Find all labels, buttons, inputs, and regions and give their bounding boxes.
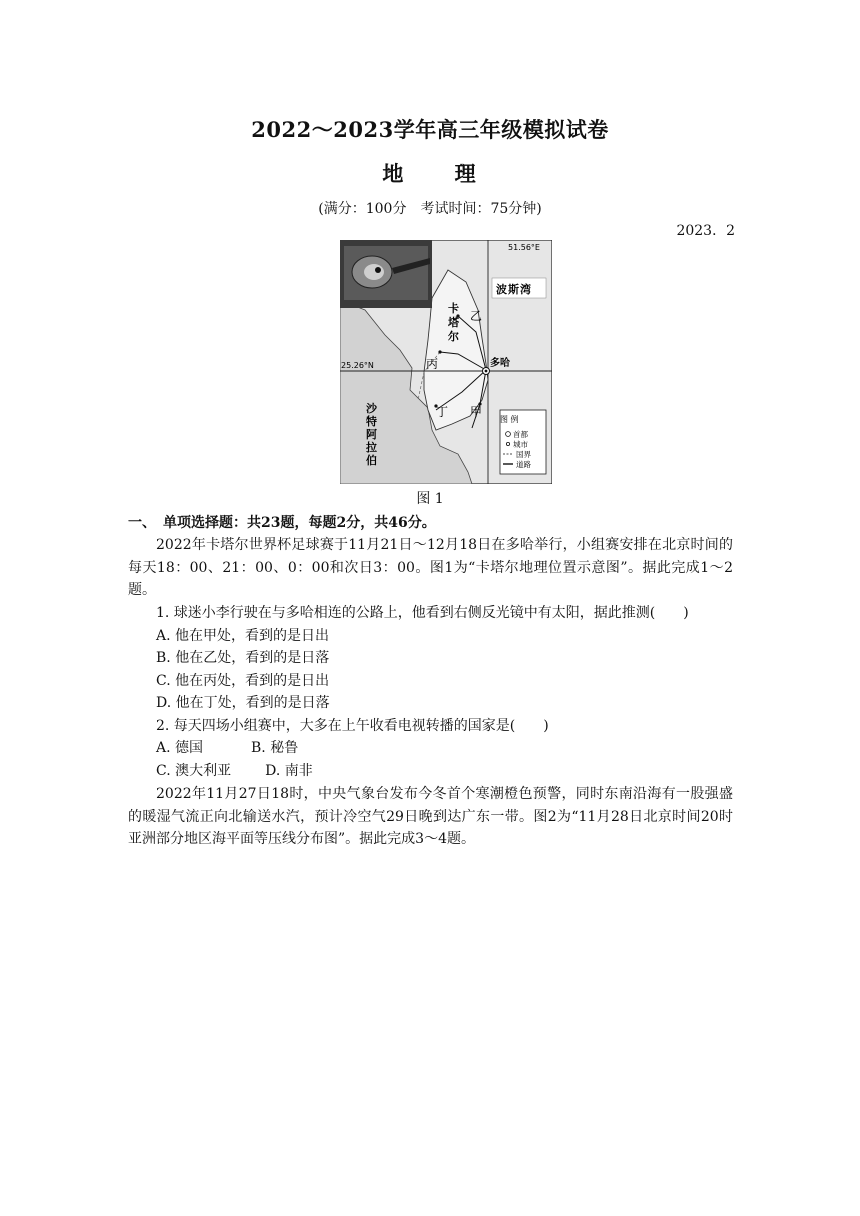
q1-option-d: D. 他在丁处，看到的是日落 (156, 695, 330, 711)
legend-capital: 首都 (513, 430, 528, 439)
saudi-char-5: 伯 (366, 454, 377, 467)
passage-1: 2022年卡塔尔世界杯足球赛于11月21日～12月18日在多哈举行，小组赛安排在北京时间的每天18：00、21：00、0：00和次日3：00。图1为“卡塔尔地理位置示意图”。据此完成1～2题。 (128, 537, 733, 599)
subject-title: 地 理 (382, 161, 478, 186)
q2-options-row-2 (128, 760, 761, 783)
q2-options-row-1 (128, 737, 761, 760)
q1-option-b: B. 他在乙处，看到的是日落 (156, 650, 330, 666)
point-jia: 甲 (470, 405, 483, 419)
question-2: 2. 每天四场小组赛中，大多在上午收看电视转播的国家是( ) (156, 718, 549, 734)
section-heading: 一、 单项选择题：共23题，每题2分，共46分。 (128, 515, 436, 531)
saudi-char-3: 阿 (366, 428, 377, 441)
saudi-char-1: 沙 (366, 402, 377, 415)
saudi-char-4: 拉 (366, 441, 377, 454)
point-bing: 丙 (426, 357, 439, 371)
figure-1-map (340, 240, 552, 484)
figure-1-caption: 图 1 (416, 491, 444, 507)
exam-meta: (满分：100分 考试时间：75分钟) (318, 201, 542, 217)
bing-marker (438, 350, 441, 353)
legend-border: 国界 (516, 450, 531, 459)
legend-title: 图 例 (500, 415, 519, 424)
question-1: 1. 球迷小李行驶在与多哈相连的公路上，他看到右侧反光镜中有太阳，据此推测( ) (156, 605, 689, 621)
q2-option-b: B. 秘鲁 (251, 740, 299, 756)
qatar-map (340, 240, 552, 484)
lat-label: 25.26°N (341, 361, 374, 370)
capital-label: 多哈 (490, 358, 510, 369)
gulf-label: 波斯湾 (496, 283, 532, 296)
exam-date: 2023．2 (676, 223, 735, 239)
point-yi: 乙 (470, 309, 483, 323)
q1-option-a: A. 他在甲处，看到的是日出 (156, 628, 330, 644)
saudi-char-2: 特 (366, 415, 377, 428)
qatar-char-2: 塔 (448, 316, 459, 329)
point-ding: 丁 (436, 405, 449, 419)
qatar-char-3: 尔 (448, 330, 459, 343)
qatar-char-1: 卡 (448, 302, 459, 315)
lon-label: 51.56°E (508, 243, 540, 252)
q2-option-d: D. 南非 (265, 763, 313, 779)
q2-option-c: C. 澳大利亚 (156, 763, 232, 779)
legend-road: 道路 (516, 460, 531, 469)
exam-title: 2022～2023学年高三年级模拟试卷 (251, 117, 609, 142)
q2-option-a: A. 德国 (156, 740, 204, 756)
q1-option-c: C. 他在丙处，看到的是日出 (156, 673, 330, 689)
legend-city: 城市 (513, 440, 528, 449)
passage-2: 2022年11月27日18时，中央气象台发布今冬首个寒潮橙色预警，同时东南沿海有一股强盛的暖湿气流正向北输送水汽，预计冷空气29日晚到达广东一带。图2为“11月28日北京时间20时亚洲部分地区海平面等压线分布图”。据此完成3～4题。 (128, 786, 733, 848)
